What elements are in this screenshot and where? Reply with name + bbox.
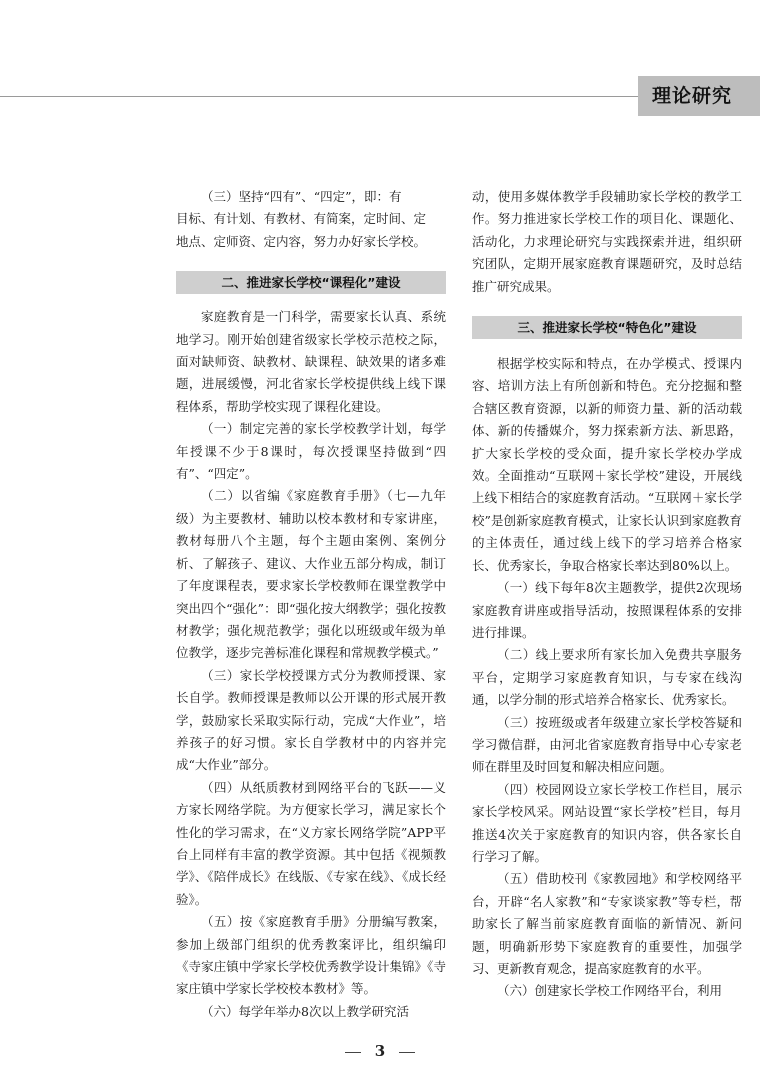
section-heading-3: 三、推进家长学校“特色化”建设 (472, 316, 742, 339)
left-paragraph: 家庭教育是一门科学，需要家长认真、系统地学习。刚开始创建省级家长学校示范校之际，面对缺师资、缺教材、缺课程、缺效果的诸多难题，进展缓慢，河北省家长学校提供线上线下课程体系，帮助学校实现了课程化建设。 (176, 309, 446, 414)
left-column (176, 186, 446, 1023)
section-heading-2: 二、推进家长学校“课程化”建设 (176, 271, 446, 294)
right-paragraph: （三）按班级或者年级建立家长学校答疑和学习微信群，由河北省家庭教育指导中心专家老师在群里及时回复和解决相应问题。 (472, 714, 742, 775)
left-paragraph: （四）从纸质教材到网络平台的飞跃——义方家长网络学院。为方便家长学习，满足家长个性化的学习需求，在“义方家长网络学院”APP平台上同样有丰富的教学资源。其中包括《视频教学》、《陪伴成长》在线版、《专家在线》、《成长经验》。 (176, 779, 446, 907)
right-paragraph: （一）线下每年8次主题教学，提供2次现场家庭教育讲座或指导活动，按照课程体系的安排进行排课。 (472, 580, 742, 640)
footer-dash-right (399, 1052, 415, 1053)
right-paragraph: （六）创建家长学校工作网络平台，利用 (497, 983, 723, 999)
page-number: 3 (374, 1042, 386, 1060)
left-para-3-line-3: 地点、定师资、定内容，努力办好家长学校。 (176, 233, 427, 249)
page-footer (0, 1042, 760, 1060)
left-paragraph: （三）家长学校授课方式分为教师授课、家长自学。教师授课是教师以公开课的形式展开教学，鼓励家长采取实际行动，完成“大作业”，培养孩子的好习惯。家长自学教材中的内容并完成“大作业”部分。 (176, 667, 446, 773)
section-label: 理论研究 (638, 76, 760, 116)
right-paragraph: （二）线上要求所有家长加入免费共享服务平台，定期学习家庭教育知识，与专家在线沟通，以学分制的形式培养合格家长、优秀家长。 (472, 647, 742, 708)
footer-dash-left (345, 1052, 361, 1053)
right-column (472, 186, 742, 1003)
left-paragraph: （六）每学年举办8次以上教学研究活 (201, 1003, 409, 1019)
left-paragraph: （五）按《家庭教育手册》分册编写教案，参加上级部门组织的优秀教案评比，组织编印《寺家庄镇中学家长学校优秀教学设计集锦》《寺家庄镇中学家长学校校本教材》等。 (176, 914, 446, 997)
left-paragraph: （二）以省编《家庭教育手册》（七—九年级）为主要教材、辅助以校本教材和专家讲座，教材每册八个主题，每个主题由案例、案例分析、了解孩子、建议、大作业五部分构成，制订了年度课程表，要求家长学校教师在课堂教学中突出四个“强化”：即“强化按大纲教学；强化按教材教学；强化规范教学；强化以班级或年级为单位教学，逐步完善标准化课程和常规教学模式。” (176, 488, 446, 661)
right-paragraph: 根据学校实际和特点，在办学模式、授课内容、培训方法上有所创新和特色。充分挖掘和整合辖区教育资源，以新的师资力量、新的活动载体、新的传播媒介，努力探索新方法、新思路，扩大家长学校的受众面，提升家长学校办学成效。全面推动“互联网＋家长学校”建设，开展线上线下相结合的家庭教育活动。“互联网＋家长学校”是创新家庭教育模式，让家长认识到家庭教育的主体责任，通过线上线下的学习培养合格家长、优秀家长，争取合格家长率达到80%以上。 (472, 356, 742, 573)
left-para-3-line-1: （三）坚持“四有”、“四定”，即：有 (201, 189, 402, 204)
left-para-3-line-2: 目标、有计划、有教材、有简案，定时间、定 (176, 211, 427, 227)
right-paragraph: （四）校园网设立家长学校工作栏目，展示家长学校风采。网站设置“家长学校”栏目，每月推送4次关于家庭教育的知识内容，供各家长自行学习了解。 (472, 781, 742, 864)
left-paragraph: （一）制定完善的家长学校教学计划，每学年授课不少于8课时，每次授课坚持做到“四有”、“四定”。 (176, 421, 446, 482)
right-paragraph: （五）借助校刊《家教园地》和学校网络平台，开辟“名人家教”和“专家谈家教”等专栏，帮助家长了解当前家庭教育面临的新情况、新问题，明确新形势下家庭教育的重要性，加强学习、更新教育观念，提高家庭教育的水平。 (472, 871, 742, 976)
header-rule (0, 96, 638, 97)
right-continuation: 动，使用多媒体教学手段辅助家长学校的教学工作。努力推进家长学校工作的项目化、课题化、活动化，力求理论研究与实践探索并进，组织研究团队，定期开展家庭教育课题研究，及时总结推广研究成果。 (472, 189, 742, 294)
